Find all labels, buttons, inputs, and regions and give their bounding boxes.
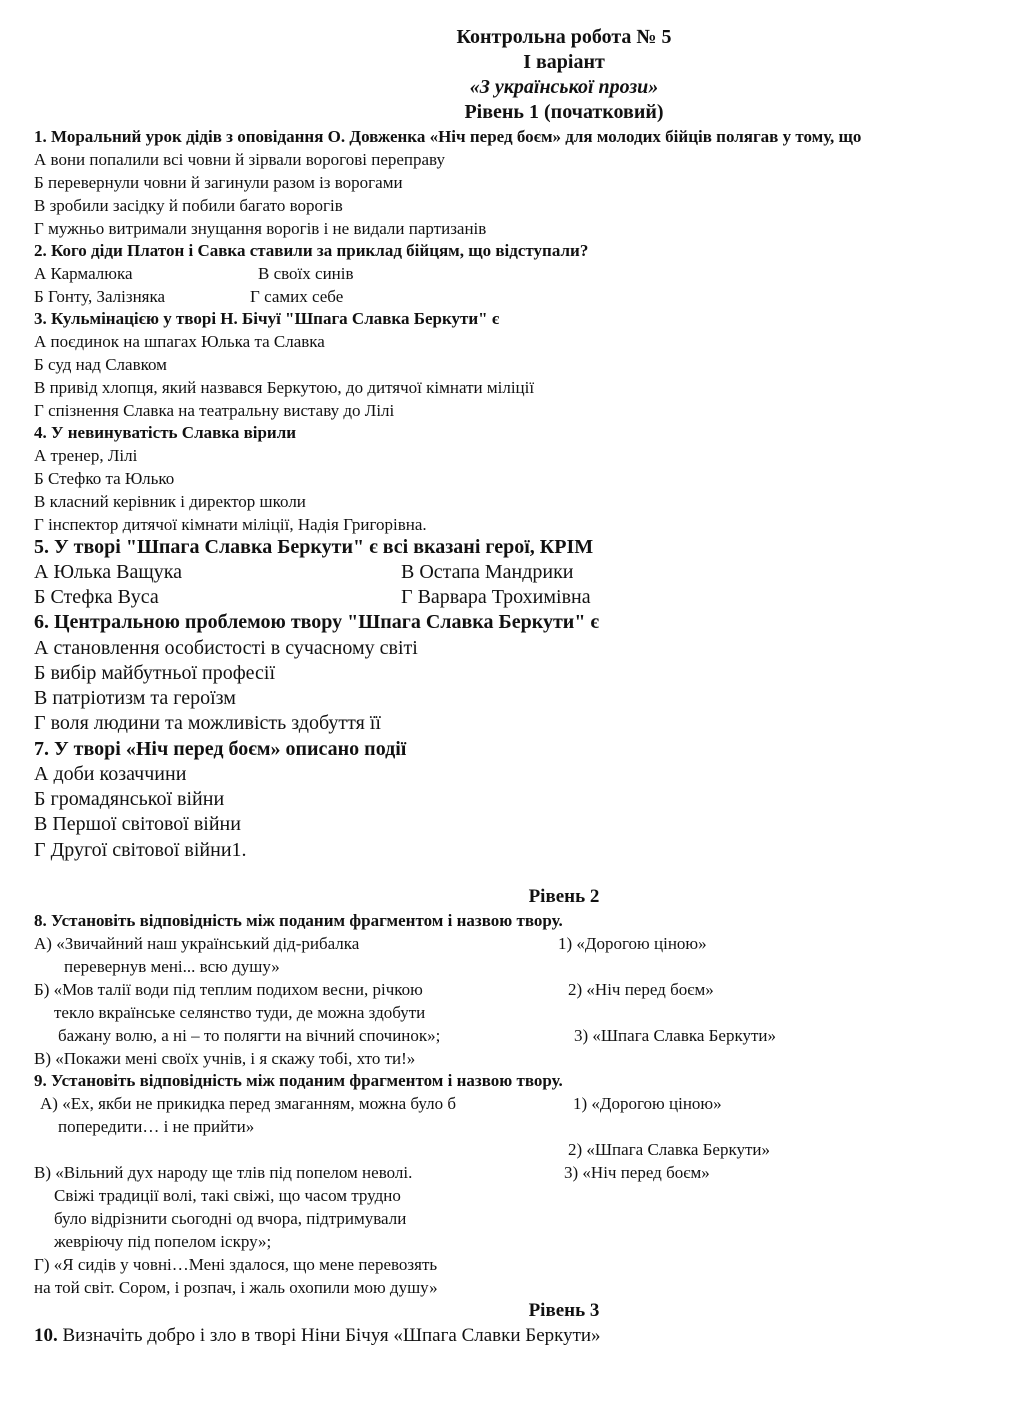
question-7-option-d: Г Другої світової війни1. <box>34 839 247 861</box>
level-1-heading: Рівень 1 (початковий) <box>464 101 664 123</box>
question-4-option-c: В класний керівник і директор школи <box>34 492 306 511</box>
question-3: 3. Кульмінацією у творі Н. Бічуї "Шпага Славка Беркути" є <box>34 309 500 328</box>
question-8-option-3: 3) «Шпага Славка Беркути» <box>574 1026 777 1045</box>
question-9-option-2: 2) «Шпага Славка Беркути» <box>568 1140 771 1159</box>
question-5: 5. У творі "Шпага Славка Беркути" є всі вказані герої, КРІМ <box>34 536 594 558</box>
question-9-fragment-a-line-1: А) «Ех, якби не прикидка перед змаганням, можна було б <box>40 1094 457 1113</box>
question-2-option-c: В своїх синів <box>258 264 354 283</box>
question-9-fragment-c-line-2: Свіжі традиції волі, такі свіжі, що часом трудно <box>54 1186 401 1205</box>
question-3-option-a: А поєдинок на шпагах Юлька та Славка <box>34 332 325 351</box>
question-3-option-b: Б суд над Славком <box>34 355 167 374</box>
question-8: 8. Установіть відповідність між поданим фрагментом і назвою твору. <box>34 911 563 930</box>
document-subtitle: «З української прози» <box>469 76 659 98</box>
question-5-option-a: А Юлька Ващука <box>34 561 183 583</box>
question-7-option-a: А доби козаччини <box>34 763 187 785</box>
question-9: 9. Установіть відповідність між поданим фрагментом і назвою твору. <box>34 1071 563 1090</box>
level-2-heading: Рівень 2 <box>528 886 600 907</box>
question-2-option-d: Г самих себе <box>250 287 344 306</box>
question-9-fragment-d-line-1: Г) «Я сидів у човні…Мені здалося, що мене перевозять <box>34 1255 438 1274</box>
question-6-option-b: Б вибір майбутньої професії <box>34 662 276 684</box>
question-4-option-b: Б Стефко та Юлько <box>34 469 175 488</box>
question-9-fragment-a-line-2: попередити… і не прийти» <box>58 1117 255 1136</box>
question-4: 4. У невинуватість Славка вірили <box>34 423 297 442</box>
question-7-option-b: Б громадянської війни <box>34 788 225 810</box>
question-2-option-b: Б Гонту, Залізняка <box>34 287 166 306</box>
question-6-option-c: В патріотизм та героїзм <box>34 687 236 709</box>
document-title: Контрольна робота № 5 <box>456 26 672 48</box>
question-8-fragment-c: В) «Покажи мені своїх учнів, і я скажу тобі, хто ти!» <box>34 1049 416 1068</box>
question-9-fragment-d-line-2: на той світ. Сором, і розпач, і жаль охопили мою душу» <box>34 1278 438 1297</box>
question-5-option-b: Б Стефка Вуса <box>34 586 159 608</box>
question-8-fragment-b-line-1: Б) «Мов талії води під теплим подихом весни, річкою <box>34 980 423 999</box>
question-8-fragment-b-line-2: текло вкраїнське селянство туди, де можна здобути <box>54 1003 426 1022</box>
question-8-fragment-a-line-2: перевернув мені... всю душу» <box>64 957 280 976</box>
question-2: 2. Кого діди Платон і Савка ставили за приклад бійцям, що відступали? <box>34 241 589 260</box>
question-7-option-c: В Першої світової війни <box>34 813 241 835</box>
question-3-option-d: Г спізнення Славка на театральну виставу до Лілі <box>34 401 395 420</box>
question-1-option-d: Г мужньо витримали знущання ворогів і не видали партизанів <box>34 219 487 238</box>
question-9-fragment-c-line-3: було відрізнити сьогодні од вчора, підтримували <box>54 1209 407 1228</box>
question-9-fragment-c-line-4: жевріючу під попелом іскру»; <box>54 1232 272 1251</box>
question-1: 1. Моральний урок дідів з оповідання О. Довженка «Ніч перед боєм» для молодих бійців полягав у тому, що <box>34 127 862 146</box>
question-4-option-d: Г інспектор дитячої кімнати міліції, Надія Григорівна. <box>34 515 427 534</box>
question-8-fragment-a-line-1: А) «Звичайний наш український дід-рибалка <box>34 934 360 953</box>
question-7: 7. У творі «Ніч перед боєм» описано події <box>34 738 407 760</box>
question-6-option-a: А становлення особистості в сучасному світі <box>34 637 418 659</box>
question-2-option-a: А Кармалюка <box>34 264 133 283</box>
question-9-option-1: 1) «Дорогою ціною» <box>573 1094 722 1113</box>
question-5-option-c: В Остапа Мандрики <box>401 561 574 583</box>
question-3-option-c: В привід хлопця, який назвався Беркутою, до дитячої кімнати міліції <box>34 378 535 397</box>
question-6-option-d: Г воля людини та можливість здобуття її <box>34 712 381 734</box>
question-1-option-a: А вони попалили всі човни й зірвали ворогові переправу <box>34 150 446 169</box>
question-10 <box>34 1326 601 1345</box>
question-10-text: Визначіть добро і зло в творі Ніни Бічуя «Шпага Славки Беркути» <box>57 1325 601 1346</box>
question-1-option-b: Б перевернули човни й загинули разом із ворогами <box>34 173 403 192</box>
variant-label: І варіант <box>523 51 605 73</box>
question-1-option-c: В зробили засідку й побили багато ворогів <box>34 196 343 215</box>
question-10-number: 10. <box>34 1325 58 1346</box>
question-6: 6. Центральною проблемою твору "Шпага Славка Беркути" є <box>34 611 600 633</box>
level-3-heading: Рівень 3 <box>528 1300 600 1321</box>
question-4-option-a: А тренер, Лілі <box>34 446 138 465</box>
question-8-option-2: 2) «Ніч перед боєм» <box>568 980 714 999</box>
question-9-fragment-c-line-1: В) «Вільний дух народу ще тлів під попелом неволі. <box>34 1163 413 1182</box>
question-8-option-1: 1) «Дорогою ціною» <box>558 934 707 953</box>
question-9-option-3: 3) «Ніч перед боєм» <box>564 1163 710 1182</box>
question-5-option-d: Г Варвара Трохимівна <box>401 586 591 608</box>
question-8-fragment-b-line-3: бажану волю, а ні – то полягти на вічний спочинок»; <box>58 1026 441 1045</box>
